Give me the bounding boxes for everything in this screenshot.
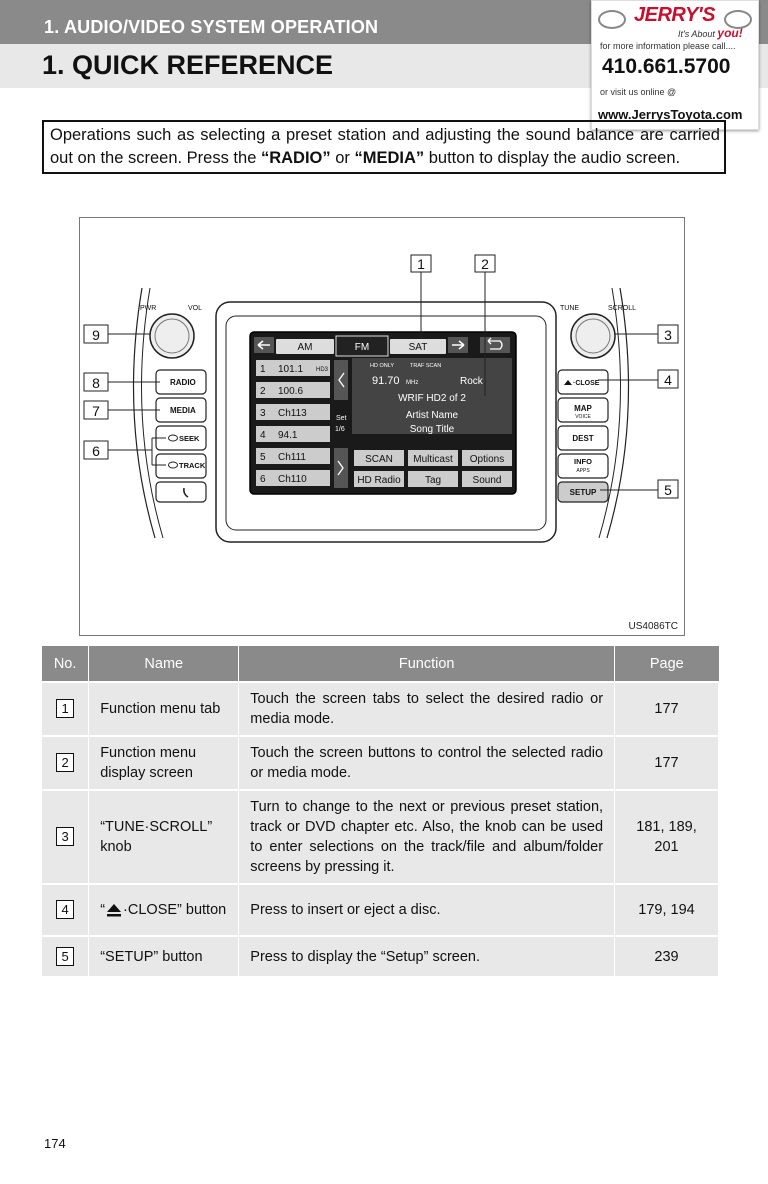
figure-text: SCAN [365, 454, 393, 465]
figure-text: TUNE [560, 305, 580, 312]
figure-text: SETUP [569, 488, 597, 497]
figure-text: DEST [572, 434, 594, 443]
radio-keyword: “RADIO” [260, 148, 331, 167]
figure-text: Ch110 [278, 474, 307, 485]
tab-sat-label: SAT [408, 342, 428, 353]
media-keyword: “MEDIA” [354, 148, 425, 167]
callout-9: 9 [92, 327, 100, 343]
figure-text: Rock [460, 376, 483, 387]
figure-path [107, 904, 121, 912]
toyota-logo-icon [598, 10, 626, 29]
row-page[interactable]: 177 [615, 736, 719, 790]
volume-knob [150, 314, 194, 358]
preset-page-down [334, 448, 348, 488]
row-page[interactable]: 177 [615, 682, 719, 736]
col-no: No. [42, 646, 89, 682]
figure-text: HD3 [316, 367, 329, 373]
dealer-phone[interactable]: 410.661.5700 [602, 55, 731, 78]
figure-text: VOL [188, 305, 203, 312]
figure-text: PWR [140, 305, 157, 312]
table-row [42, 936, 719, 976]
dealer-brand: JERRY'S [634, 4, 715, 26]
section-title: 1. AUDIO/VIDEO SYSTEM OPERATION [44, 17, 379, 37]
figure-text: TRAF SCAN [410, 363, 442, 369]
callout-2: 2 [481, 256, 489, 272]
eject-icon [105, 903, 123, 917]
figure-text: 1/6 [335, 426, 345, 433]
row-function: Press to insert or eject a disc. [239, 884, 615, 936]
callout-8: 8 [92, 375, 100, 391]
dealer-online: or visit us online @ [600, 87, 677, 97]
figure-text: 91.70 [372, 375, 400, 387]
callout-3: 3 [664, 327, 672, 343]
figure-text: APPS [576, 468, 590, 474]
figure-rect [107, 914, 121, 917]
row-number: 4 [56, 900, 74, 919]
row-name: Function menu display screen [89, 736, 239, 790]
col-function: Function [239, 646, 615, 682]
row-name: Function menu tab [89, 682, 239, 736]
callout-6: 6 [92, 443, 100, 459]
figure-code: US4086TC [628, 621, 678, 632]
figure-text: SCROLL [608, 305, 637, 312]
page-number: 174 [44, 1136, 66, 1151]
table-header-row [42, 646, 719, 682]
dealer-logo [592, 4, 758, 38]
tab-am-label: AM [297, 342, 313, 353]
table-row [42, 790, 719, 884]
intro-box: Operations such as selecting a preset station and adjusting the sound balance are carried out on the screen. Press the “RADIO” or “MEDIA” button to display the audio screen. [42, 120, 726, 174]
figure-text: Song Title [409, 424, 455, 435]
col-name: Name [89, 646, 239, 682]
row-number: 2 [56, 753, 74, 772]
row-function: Touch the screen buttons to control the selected radio or media mode. [239, 736, 615, 790]
figure-text: ·CLOSE [573, 380, 600, 387]
figure-text: Ch113 [278, 408, 307, 419]
preset-page-up [334, 360, 348, 400]
scion-logo-icon [724, 10, 752, 29]
figure-text: SEEK [179, 434, 200, 443]
dealer-website-link[interactable]: www.JerrysToyota.com [598, 107, 743, 122]
row-number: 1 [56, 699, 74, 718]
figure-text: HD ONLY [370, 363, 395, 369]
figure-rect [156, 482, 206, 502]
tune-scroll-knob [571, 314, 615, 358]
figure-text: Multicast [413, 454, 453, 465]
row-function: Press to display the “Setup” screen. [239, 936, 615, 976]
figure-text: 3 [260, 408, 266, 419]
figure-text: Options [469, 454, 505, 465]
figure-text: 2 [260, 386, 266, 397]
dealer-tagline: It's About you! [678, 26, 743, 40]
tab-fm-label: FM [354, 342, 370, 353]
table-row [42, 682, 719, 736]
dealer-more-info: for more information please call.... [600, 41, 736, 51]
figure-text: 101.1 [278, 364, 304, 375]
row-page[interactable]: 181, 189, 201 [615, 790, 719, 884]
figure-text: TRACK [179, 461, 206, 470]
figure-text: INFO [574, 457, 592, 466]
callout-7: 7 [92, 403, 100, 419]
figure-text: Tag [424, 475, 442, 486]
col-page: Page [615, 646, 719, 682]
figure-text: MEDIA [170, 406, 196, 415]
figure-text: Sound [472, 475, 502, 486]
figure-text: 1 [260, 364, 266, 375]
callout-5: 5 [664, 482, 672, 498]
callout-1: 1 [417, 256, 425, 272]
head-unit-illustration [80, 218, 684, 635]
quick-reference-table [42, 646, 719, 976]
figure-text: HD Radio [357, 475, 401, 486]
table-row [42, 884, 719, 936]
figure-text: MAP [574, 404, 592, 413]
figure-text: 4 [260, 430, 266, 441]
figure-text: 6 [260, 474, 266, 485]
figure-text: RADIO [170, 378, 196, 387]
figure-text: 100.6 [278, 386, 304, 397]
row-name: “SETUP” button [89, 936, 239, 976]
row-page[interactable]: 179, 194 [615, 884, 719, 936]
figure-text: VOICE [575, 414, 591, 420]
row-name: “TUNE·SCROLL” knob [89, 790, 239, 884]
figure-text: 5 [260, 452, 266, 463]
figure-text: Artist Name [405, 410, 459, 421]
row-number: 5 [56, 947, 74, 966]
figure-text: 94.1 [278, 430, 298, 441]
row-number: 3 [56, 827, 74, 846]
figure-text: Ch111 [278, 452, 306, 463]
dealer-ad[interactable] [591, 0, 759, 130]
figure-text: MHz [406, 380, 419, 386]
row-name: “ ·CLOSE” button [89, 884, 239, 936]
figure-text: WRIF HD2 of 2 [398, 393, 466, 404]
row-page[interactable]: 239 [615, 936, 719, 976]
figure-text: Set [336, 415, 347, 422]
figure-path [134, 288, 155, 538]
head-unit-figure [79, 217, 685, 636]
row-function: Turn to change to the next or previous preset station, track or DVD chapter etc. Also, the knob can be used to enter selections on the track/file and album/folder screens by pressing it. [239, 790, 615, 884]
table-row [42, 736, 719, 790]
row-function: Touch the screen tabs to select the desired radio or media mode. [239, 682, 615, 736]
callout-4: 4 [664, 372, 672, 388]
page-title: 1. QUICK REFERENCE [42, 50, 334, 80]
